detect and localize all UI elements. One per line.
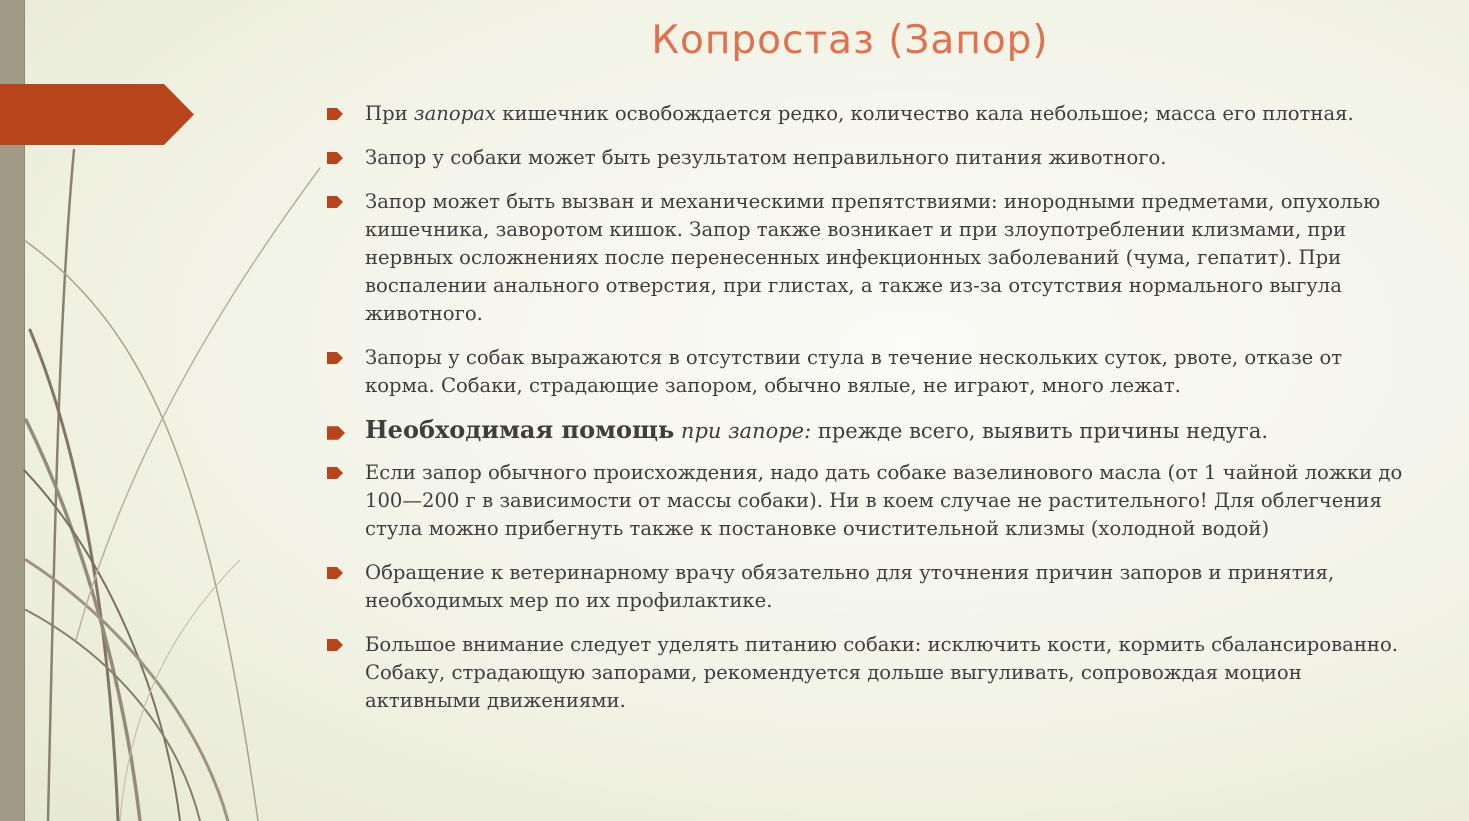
bullet-item xyxy=(325,559,1405,615)
bullet-italic: при запоре: xyxy=(674,419,812,443)
bullet-text: прежде всего, выявить причины недуга. xyxy=(811,419,1269,443)
bullet-text: При xyxy=(365,102,414,125)
slide-title: Копростаз (Запор) xyxy=(651,18,1049,63)
bullet-text: Если запор обычного происхождения, надо дать собаке вазелинового масла (от 1 чайной ложки до 100—200 г в зависимости от массы собаки). Ни в коем случае не растительного! Для облегчения стула можно прибегнуть также к постановке очистительной клизмы (холодной водой) xyxy=(365,461,1403,540)
bullet-item xyxy=(325,631,1405,715)
bullet-text: Запоры у собак выражаются в отсутствии стула в течение нескольких суток, рвоте, отказе от корма. Собаки, страдающие запором, обычно вялые, не играют, много лежат. xyxy=(365,346,1343,397)
bullet-list xyxy=(325,100,1405,731)
bullet-italic: запорах xyxy=(413,102,496,125)
arrow-bullet-icon xyxy=(327,152,343,164)
bullet-text: Большое внимание следует уделять питанию собаки: исключить кости, кормить сбалансированно. Собаку, страдающую запорами, рекомендуется дольше выгуливать, сопровождая моцион активными движениями. xyxy=(365,633,1398,712)
arrow-bullet-icon xyxy=(327,567,343,579)
arrow-bullet-icon xyxy=(327,467,343,479)
bullet-text: Обращение к ветеринарному врачу обязательно для уточнения причин запоров и принятия, необходимых мер по их профилактике. xyxy=(365,561,1335,612)
arrow-bullet-icon xyxy=(327,196,343,208)
arrow-bullet-icon xyxy=(327,639,343,651)
bullet-item xyxy=(325,188,1405,328)
bullet-text: Запор у собаки может быть результатом неправильного питания животного. xyxy=(365,146,1167,169)
arrow-bullet-icon xyxy=(327,352,343,364)
bullet-item xyxy=(325,459,1405,543)
bullet-item xyxy=(325,144,1405,172)
bullet-text: Запор может быть вызван и механическими препятствиями: инородными предметами, опухолью кишечника, заворотом кишок. Запор также возникает и при злоупотреблении клизмами, при нервных осложнениях после перенесенных инфекционных заболеваний (чума, гепатит). При воспалении анального отверстия, при глистах, а также из-за отсутствия нормального выгула животного. xyxy=(365,190,1381,325)
arrow-bullet-icon xyxy=(327,426,345,440)
bullet-item-help xyxy=(325,416,1405,445)
title-banner-arrow xyxy=(0,84,194,145)
bullet-item xyxy=(325,100,1405,128)
bullet-item xyxy=(325,344,1405,400)
bullet-text: кишечник освобождается редко, количество кала небольшое; масса его плотная. xyxy=(495,102,1354,125)
arrow-bullet-icon xyxy=(327,108,343,120)
bullet-bold: Необходимая помощь xyxy=(365,415,675,444)
